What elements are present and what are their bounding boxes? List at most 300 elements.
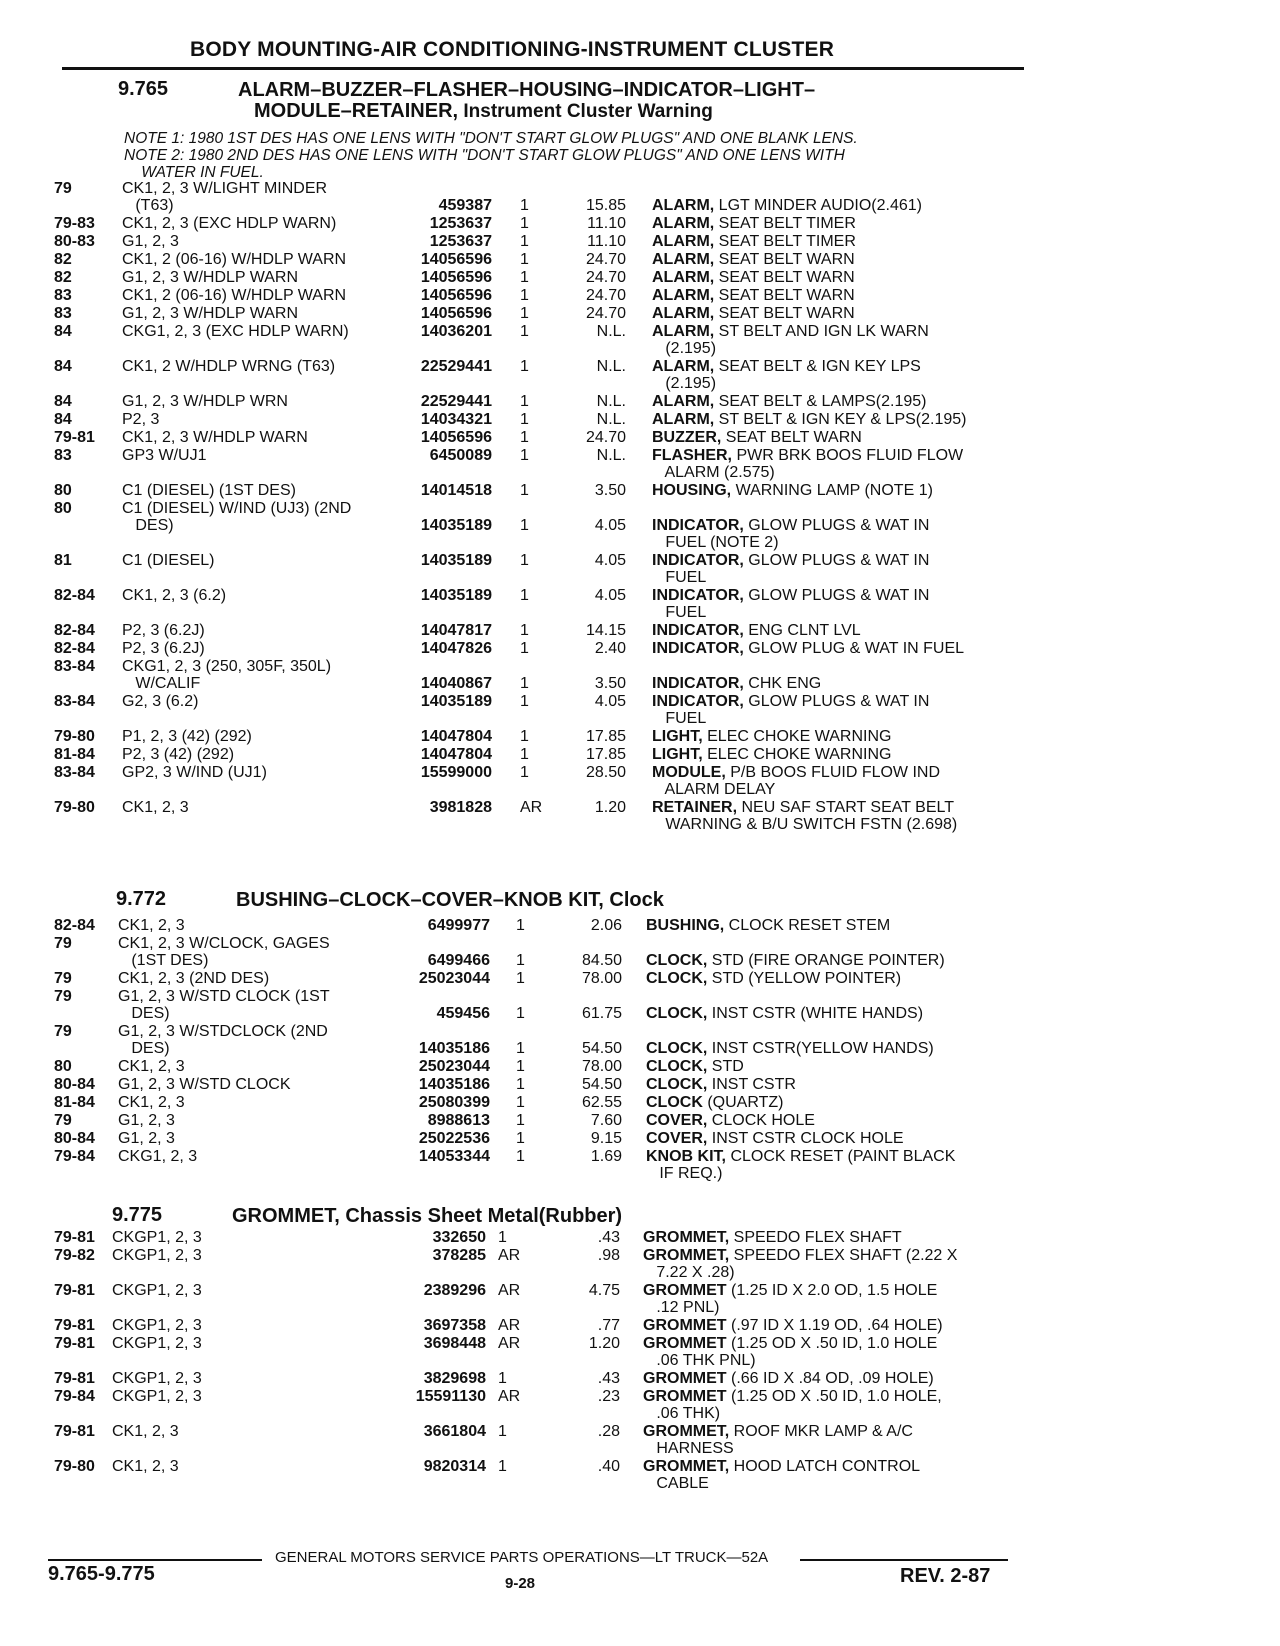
part-name: GROMMET (643, 1388, 727, 1405)
part-name: LIGHT, (652, 746, 703, 763)
part-name: ALARM, (652, 358, 715, 375)
table-row (0, 1335, 1280, 1369)
section-title (232, 1206, 622, 1227)
table-row (0, 233, 1280, 250)
quantity: 1 (520, 482, 529, 499)
year-range: 80 (54, 500, 72, 517)
part-detail: (.97 ID X 1.19 OD, .64 HOLE) (726, 1317, 943, 1334)
table-row (0, 1423, 1280, 1457)
quantity: 1 (498, 1423, 507, 1440)
table-row (0, 411, 1280, 428)
model-application: C1 (DIESEL) (122, 552, 215, 569)
quantity: 1 (498, 1229, 507, 1246)
part-description (652, 587, 1052, 621)
quantity: AR (498, 1317, 521, 1334)
part-detail: ELEC CHOKE WARNING (702, 746, 892, 763)
part-number: 3697358 (423, 1317, 486, 1334)
list-price: N.L. (596, 358, 626, 375)
footer-rule-left (48, 1559, 262, 1561)
list-price: .28 (597, 1423, 620, 1440)
part-detail: CHK ENG (743, 675, 822, 692)
quantity: 1 (516, 1148, 525, 1165)
list-price: 78.00 (581, 970, 622, 987)
quantity: 1 (520, 393, 529, 410)
part-name: CLOCK, (646, 1005, 708, 1022)
part-detail: ST BELT & IGN KEY & LPS(2.195) (714, 411, 967, 428)
table-row (0, 917, 1280, 934)
list-price: .77 (597, 1317, 620, 1334)
footer-revision: REV. 2-87 (900, 1565, 991, 1587)
part-number: 1253637 (429, 233, 492, 250)
section-notes: NOTE 1: 1980 1ST DES HAS ONE LENS WITH "DON'T START GLOW PLUGS" AND ONE BLANK LENS. NOTE 2: 1980 2ND DES HAS ONE LENS WITH "DON'T START GLOW PLUGS" AND ONE LENS WITH WATER IN FUEL. (124, 130, 858, 181)
part-name: INDICATOR, (652, 587, 744, 604)
part-description (646, 1148, 1046, 1182)
part-name: GROMMET (643, 1317, 727, 1334)
model-application: G1, 2, 3 W/STD CLOCK (1ST DES) (118, 988, 330, 1022)
part-description (652, 447, 1052, 481)
list-price: 4.05 (594, 693, 626, 710)
table-row (0, 587, 1280, 621)
part-number: 14047826 (420, 640, 492, 657)
table-row (0, 1130, 1280, 1147)
part-description (643, 1335, 1043, 1369)
part-detail: CLOCK RESET (PAINT BLACK IF REQ.) (659, 1148, 956, 1182)
part-number: 14056596 (420, 269, 492, 286)
quantity: 1 (520, 305, 529, 322)
year-range: 82-84 (54, 917, 95, 934)
part-detail: INST CSTR(YELLOW HANDS) (707, 1040, 934, 1057)
model-application: CK1, 2, 3 (EXC HDLP WARN) (122, 215, 337, 232)
table-row (0, 970, 1280, 987)
year-range: 79-84 (54, 1148, 95, 1165)
part-number: 15591130 (415, 1388, 486, 1405)
part-description (652, 233, 1052, 250)
part-description (643, 1229, 1043, 1246)
part-detail: P/B BOOS FLUID FLOW IND ALARM DELAY (664, 764, 941, 798)
part-number: 6450089 (429, 447, 492, 464)
part-number: 14047804 (420, 728, 492, 745)
list-price: N.L. (596, 323, 626, 340)
table-row (0, 1370, 1280, 1387)
part-name: MODULE, (652, 764, 726, 781)
list-price: N.L. (596, 447, 626, 464)
list-price: 7.60 (590, 1112, 622, 1129)
year-range: 80 (54, 482, 72, 499)
part-detail: SEAT BELT WARN (721, 429, 862, 446)
model-application: G1, 2, 3 W/STDCLOCK (2ND DES) (118, 1023, 328, 1057)
year-range: 79-81 (54, 429, 95, 446)
section-subtitle: Clock (603, 889, 664, 911)
list-price: 3.50 (594, 482, 626, 499)
list-price: 2.06 (590, 917, 622, 934)
model-application: CK1, 2, 3 W/CLOCK, GAGES (1ST DES) (118, 935, 330, 969)
list-price: .98 (597, 1247, 620, 1264)
table-row (0, 1058, 1280, 1075)
part-description (652, 640, 1052, 657)
part-number: 25022536 (418, 1130, 490, 1147)
part-number: 3981828 (429, 799, 492, 816)
model-application: GP2, 3 W/IND (UJ1) (122, 764, 267, 781)
part-description (646, 1094, 1046, 1111)
year-range: 79-80 (54, 799, 95, 816)
part-detail: (.66 ID X .84 OD, .09 HOLE) (726, 1370, 934, 1387)
part-description (643, 1388, 1043, 1422)
part-number: 22529441 (420, 358, 492, 375)
part-description (652, 693, 1052, 727)
year-range: 79-81 (54, 1423, 95, 1440)
part-description (652, 429, 1052, 446)
section-title (238, 80, 815, 122)
footer-publisher: GENERAL MOTORS SERVICE PARTS OPERATIONS—LT TRUCK—52A (275, 1549, 769, 1566)
list-price: 2.40 (594, 640, 626, 657)
quantity: 1 (520, 728, 529, 745)
part-detail: ENG CLNT LVL (743, 622, 861, 639)
part-name: GROMMET, (643, 1423, 730, 1440)
part-detail: NEU SAF START SEAT BELT WARNING & B/U SWITCH FSTN (2.698) (665, 799, 958, 833)
model-application: CKGP1, 2, 3 (112, 1282, 202, 1299)
quantity: 1 (498, 1458, 507, 1475)
model-application: CK1, 2, 3 (6.2) (122, 587, 227, 604)
part-number: 14035186 (418, 1040, 490, 1057)
list-price: 11.10 (587, 233, 626, 250)
quantity: 1 (516, 952, 525, 969)
header-rule (62, 67, 1024, 70)
part-number: 9820314 (423, 1458, 486, 1475)
part-description (643, 1458, 1043, 1492)
part-name: ALARM, (652, 251, 715, 268)
part-name: COVER, (646, 1130, 708, 1147)
quantity: 1 (520, 358, 529, 375)
part-number: 14036201 (420, 323, 492, 340)
part-name: GROMMET (643, 1370, 727, 1387)
table-row (0, 358, 1280, 392)
list-price: 17.85 (585, 746, 626, 763)
part-description (646, 1058, 1046, 1075)
part-detail: GLOW PLUGS & WAT IN FUEL (665, 587, 930, 621)
part-number: 25080399 (418, 1094, 490, 1111)
table-row (0, 1094, 1280, 1111)
quantity: 1 (520, 429, 529, 446)
part-detail: STD (FIRE ORANGE POINTER) (707, 952, 945, 969)
part-name: GROMMET, (643, 1458, 730, 1475)
part-number: 459387 (438, 197, 492, 214)
part-name: CLOCK, (646, 1058, 708, 1075)
quantity: AR (498, 1335, 521, 1352)
part-name: LIGHT, (652, 728, 703, 745)
table-row (0, 1148, 1280, 1182)
part-description (643, 1247, 1043, 1281)
list-price: 28.50 (585, 764, 626, 781)
model-application: CK1, 2, 3 (118, 1058, 185, 1075)
year-range: 82-84 (54, 622, 95, 639)
part-number: 14040867 (420, 675, 492, 692)
quantity: 1 (520, 746, 529, 763)
part-name: ALARM, (652, 287, 715, 304)
table-row (0, 1282, 1280, 1316)
model-application: C1 (DIESEL) W/IND (UJ3) (2ND DES) (122, 500, 352, 534)
part-detail: (1.25 OD X .50 ID, 1.0 HOLE, .06 THK) (656, 1388, 942, 1422)
quantity: 1 (520, 197, 529, 214)
list-price: 1.20 (594, 799, 626, 816)
section-title-line1: ALARM–BUZZER–FLASHER–HOUSING–INDICATOR–LIGHT– (238, 79, 816, 101)
model-application: G1, 2, 3 (122, 233, 179, 250)
list-price: 1.20 (588, 1335, 620, 1352)
list-price: .23 (597, 1388, 620, 1405)
model-application: CKGP1, 2, 3 (112, 1335, 202, 1352)
part-detail: PWR BRK BOOS FLUID FLOW ALARM (2.575) (664, 447, 964, 481)
quantity: 1 (520, 675, 529, 692)
footer-page-number: 9-28 (505, 1575, 536, 1592)
model-application: P2, 3 (6.2J) (122, 622, 205, 639)
table-row (0, 728, 1280, 745)
table-row (0, 658, 1280, 692)
part-description (652, 323, 1052, 357)
model-application: C1 (DIESEL) (1ST DES) (122, 482, 296, 499)
year-range: 79-80 (54, 1458, 95, 1475)
model-application: CK1, 2, 3 W/HDLP WARN (122, 429, 308, 446)
part-name: RETAINER, (652, 799, 738, 816)
table-row (0, 1458, 1280, 1492)
part-detail: ROOF MKR LAMP & A/C HARNESS (656, 1423, 913, 1457)
year-range: 84 (54, 411, 72, 428)
part-detail: SEAT BELT TIMER (714, 215, 856, 232)
part-name: ALARM, (652, 323, 715, 340)
part-number: 14053344 (418, 1148, 490, 1165)
part-name: CLOCK, (646, 1040, 708, 1057)
year-range: 79-81 (54, 1335, 95, 1352)
part-description (652, 197, 1052, 214)
year-range: 79 (54, 988, 72, 1005)
year-range: 79-84 (54, 1388, 95, 1405)
part-number: 6499977 (427, 917, 490, 934)
model-application: G1, 2, 3 W/STD CLOCK (118, 1076, 291, 1093)
part-number: 14056596 (420, 305, 492, 322)
year-range: 80-84 (54, 1076, 95, 1093)
part-description (652, 746, 1052, 763)
list-price: 24.70 (585, 429, 626, 446)
part-name: BUSHING, (646, 917, 725, 934)
table-row (0, 746, 1280, 763)
table-row (0, 640, 1280, 657)
model-application: CKGP1, 2, 3 (112, 1370, 202, 1387)
table-row (0, 287, 1280, 304)
part-number: 14035189 (420, 587, 492, 604)
model-application: CK1, 2, 3 (118, 1094, 185, 1111)
quantity: 1 (516, 1130, 525, 1147)
quantity: 1 (516, 1094, 525, 1111)
part-name: ALARM, (652, 393, 715, 410)
part-number: 15599000 (420, 764, 492, 781)
part-description (652, 764, 1052, 798)
part-detail: CLOCK RESET STEM (724, 917, 891, 934)
table-row (0, 622, 1280, 639)
model-application: P2, 3 (42) (292) (122, 746, 235, 763)
part-description (646, 970, 1046, 987)
part-description (646, 1005, 1046, 1022)
quantity: 1 (498, 1370, 507, 1387)
part-description (646, 1040, 1046, 1057)
list-price: 54.50 (581, 1040, 622, 1057)
part-number: 22529441 (420, 393, 492, 410)
part-description (652, 215, 1052, 232)
part-description (652, 305, 1052, 322)
quantity: AR (520, 799, 543, 816)
table-row (0, 251, 1280, 268)
list-price: 3.50 (594, 675, 626, 692)
part-number: 25023044 (418, 1058, 490, 1075)
year-range: 82 (54, 251, 72, 268)
part-number: 3698448 (423, 1335, 486, 1352)
year-range: 79-82 (54, 1247, 95, 1264)
part-detail: LGT MINDER AUDIO(2.461) (714, 197, 922, 214)
part-number: 14056596 (420, 251, 492, 268)
year-range: 79-83 (54, 215, 95, 232)
table-row (0, 323, 1280, 357)
footer-section-range: 9.765-9.775 (48, 1563, 155, 1585)
list-price: .43 (597, 1229, 620, 1246)
part-number: 6499466 (427, 952, 490, 969)
quantity: 1 (520, 640, 529, 657)
part-name: INDICATOR, (652, 640, 744, 657)
footer-rule-right (800, 1559, 1008, 1561)
model-application: CK1, 2, 3 W/LIGHT MINDER (T63) (122, 180, 328, 214)
part-description (646, 952, 1046, 969)
model-application: CKG1, 2, 3 (EXC HDLP WARN) (122, 323, 349, 340)
part-name: KNOB KIT, (646, 1148, 726, 1165)
table-row (0, 305, 1280, 322)
part-number: 14035186 (418, 1076, 490, 1093)
part-description (652, 358, 1052, 392)
list-price: 24.70 (585, 305, 626, 322)
part-detail: GLOW PLUG & WAT IN FUEL (743, 640, 965, 657)
model-application: G1, 2, 3 W/HDLP WARN (122, 269, 299, 286)
section-number: 9.765 (118, 78, 169, 100)
model-application: P2, 3 (122, 411, 160, 428)
table-row (0, 799, 1280, 833)
part-detail: (1.25 OD X .50 ID, 1.0 HOLE .06 THK PNL) (656, 1335, 938, 1369)
part-detail: SEAT BELT & IGN KEY LPS (2.195) (665, 358, 921, 392)
part-name: GROMMET, (643, 1247, 730, 1264)
year-range: 80-84 (54, 1130, 95, 1147)
part-detail: SEAT BELT WARN (714, 305, 855, 322)
list-price: 14.15 (585, 622, 626, 639)
model-application: CKGP1, 2, 3 (112, 1317, 202, 1334)
year-range: 82-84 (54, 587, 95, 604)
part-detail: WARNING LAMP (NOTE 1) (731, 482, 933, 499)
model-application: G2, 3 (6.2) (122, 693, 199, 710)
model-application: CKGP1, 2, 3 (112, 1388, 202, 1405)
part-detail: GLOW PLUGS & WAT IN FUEL (665, 693, 930, 727)
quantity: AR (498, 1247, 521, 1264)
model-application: GP3 W/UJ1 (122, 447, 207, 464)
quantity: 1 (520, 552, 529, 569)
table-row (0, 1317, 1280, 1334)
year-range: 80-83 (54, 233, 95, 250)
part-detail: SEAT BELT WARN (714, 251, 855, 268)
list-price: 4.75 (588, 1282, 620, 1299)
part-detail: (QUARTZ) (702, 1094, 784, 1111)
model-application: CKG1, 2, 3 (250, 305F, 350L) W/CALIF (122, 658, 332, 692)
quantity: 1 (520, 287, 529, 304)
table-row (0, 429, 1280, 446)
model-application: G1, 2, 3 W/HDLP WRN (122, 393, 288, 410)
year-range: 83-84 (54, 764, 95, 781)
part-detail: GLOW PLUGS & WAT IN FUEL (665, 552, 930, 586)
part-number: 14056596 (420, 429, 492, 446)
year-range: 79-81 (54, 1229, 95, 1246)
model-application: CKGP1, 2, 3 (112, 1229, 202, 1246)
quantity: 1 (520, 764, 529, 781)
part-detail: INST CSTR CLOCK HOLE (707, 1130, 904, 1147)
year-range: 83 (54, 305, 72, 322)
model-application: G1, 2, 3 (118, 1130, 175, 1147)
model-application: CKGP1, 2, 3 (112, 1247, 202, 1264)
section-subtitle: Instrument Cluster Warning (458, 101, 713, 122)
part-description (646, 1112, 1046, 1129)
list-price: 24.70 (585, 287, 626, 304)
table-row (0, 447, 1280, 481)
part-number: 1253637 (429, 215, 492, 232)
quantity: 1 (516, 970, 525, 987)
list-price: 4.05 (594, 517, 626, 534)
part-description (643, 1370, 1043, 1387)
part-number: 378285 (432, 1247, 486, 1264)
model-application: G1, 2, 3 W/HDLP WARN (122, 305, 299, 322)
part-name: INDICATOR, (652, 675, 744, 692)
part-detail: (1.25 ID X 2.0 OD, 1.5 HOLE .12 PNL) (656, 1282, 938, 1316)
part-detail: CLOCK HOLE (707, 1112, 815, 1129)
part-number: 332650 (432, 1229, 486, 1246)
part-detail: INST CSTR (WHITE HANDS) (707, 1005, 924, 1022)
part-detail: ELEC CHOKE WARNING (702, 728, 892, 745)
year-range: 84 (54, 323, 72, 340)
quantity: 1 (516, 1058, 525, 1075)
part-name: ALARM, (652, 269, 715, 286)
part-description (652, 622, 1052, 639)
list-price: .43 (597, 1370, 620, 1387)
table-row (0, 180, 1280, 214)
part-number: 459456 (436, 1005, 490, 1022)
part-description (652, 287, 1052, 304)
part-description (652, 675, 1052, 692)
year-range: 84 (54, 393, 72, 410)
part-number: 2389296 (423, 1282, 486, 1299)
model-application: CK1, 2, 3 (112, 1423, 179, 1440)
part-detail: SEAT BELT WARN (714, 269, 855, 286)
section-title-line1: BUSHING–CLOCK–COVER–KNOB KIT, (236, 889, 604, 911)
table-row (0, 988, 1280, 1022)
section-title-line2-wrap (238, 101, 815, 122)
part-detail: STD (707, 1058, 744, 1075)
part-name: CLOCK (646, 1094, 703, 1111)
part-description (652, 517, 1052, 551)
part-name: INDICATOR, (652, 552, 744, 569)
quantity: 1 (520, 323, 529, 340)
list-price: 4.05 (594, 552, 626, 569)
model-application: CK1, 2, 3 (112, 1458, 179, 1475)
page-header-title: BODY MOUNTING-AIR CONDITIONING-INSTRUMENT CLUSTER (190, 38, 835, 61)
year-range: 83 (54, 447, 72, 464)
part-name: CLOCK, (646, 1076, 708, 1093)
quantity: 1 (516, 1005, 525, 1022)
quantity: 1 (520, 693, 529, 710)
table-row (0, 1229, 1280, 1246)
part-number: 3661804 (423, 1423, 486, 1440)
part-detail: SEAT BELT & LAMPS(2.195) (714, 393, 927, 410)
model-application: CK1, 2, 3 (122, 799, 189, 816)
list-price: 1.69 (590, 1148, 622, 1165)
part-name: GROMMET (643, 1282, 727, 1299)
